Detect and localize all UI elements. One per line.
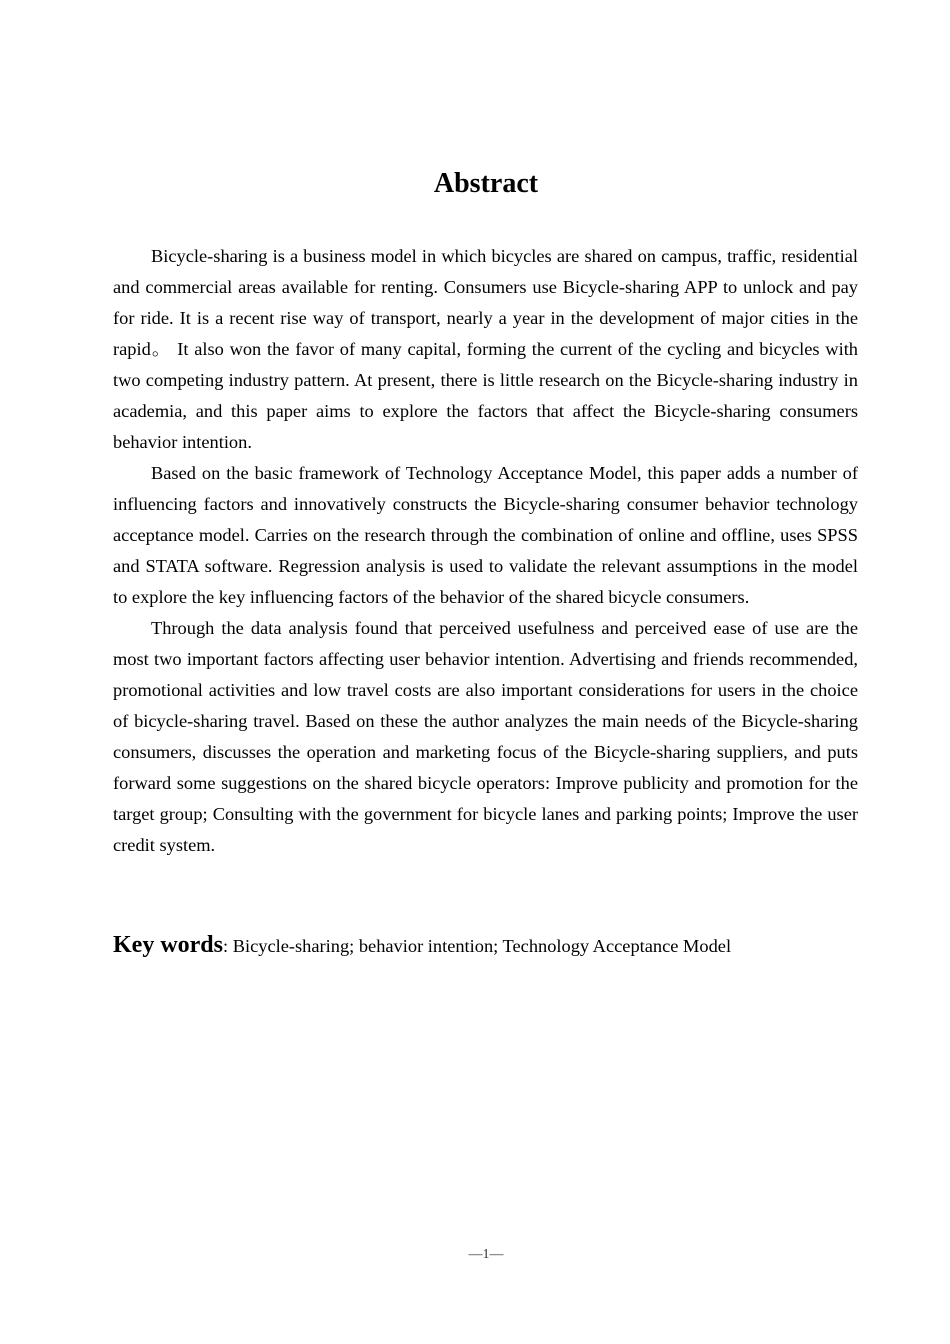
abstract-paragraph-1: Bicycle-sharing is a business model in which bicycles are shared on campus, traffic, residential and commercial areas available for renting. Consumers use Bicycle-sharing APP to unlock and pay for ride. It is a recent rise way of transport, nearly a year in the development of major cities in the rapid。 It also won the favor of many capital, forming the current of the cycling and bicycles with two competing industry pattern. At present, there is little research on the Bicycle-sharing industry in academia, and this paper aims to explore the factors that affect the Bicycle-sharing consumers behavior intention. bbox=[113, 246, 858, 452]
keywords-text: : Bicycle-sharing; behavior intention; Technology Acceptance Model bbox=[223, 936, 732, 956]
abstract-paragraph-2: Based on the basic framework of Technology Acceptance Model, this paper adds a number of influencing factors and innovatively constructs the Bicycle-sharing consumer behavior technology acceptance model. Carries on the research through the combination of online and offline, uses SPSS and STATA software. Regression analysis is used to validate the relevant assumptions in the model to explore the key influencing factors of the behavior of the shared bicycle consumers. bbox=[113, 463, 858, 607]
keywords-label: Key words bbox=[113, 932, 223, 958]
abstract-body bbox=[113, 241, 858, 861]
abstract-paragraph-3: Through the data analysis found that perceived usefulness and perceived ease of use are the most two important factors affecting user behavior intention. Advertising and friends recommended, promotional activities and low travel costs are also important considerations for users in the choice of bicycle-sharing travel. Based on these the author analyzes the main needs of the Bicycle-sharing consumers, discusses the operation and marketing focus of the Bicycle-sharing suppliers, and puts forward some suggestions on the shared bicycle operators: Improve publicity and promotion for the target group; Consulting with the government for bicycle lanes and parking points; Improve the user credit system. bbox=[113, 618, 858, 855]
page-number: —1— bbox=[468, 1247, 504, 1262]
keywords-line bbox=[113, 929, 873, 962]
abstract-title: Abstract bbox=[433, 168, 539, 199]
